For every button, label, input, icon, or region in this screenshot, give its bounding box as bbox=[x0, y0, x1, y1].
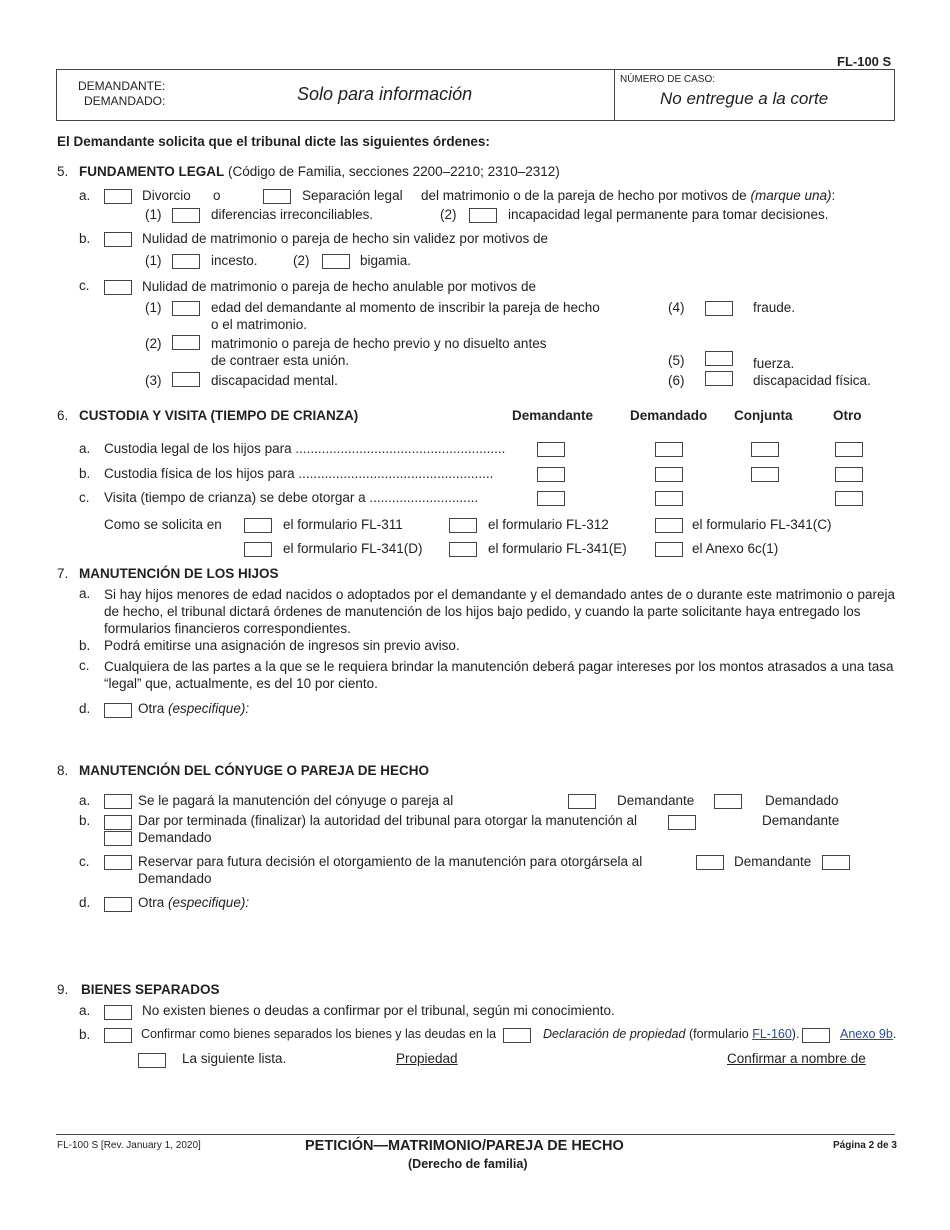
s9b-text: Confirmar como bienes separados los bienes y las deudas en la bbox=[141, 1027, 497, 1041]
s5c4-checkbox[interactable] bbox=[705, 301, 733, 316]
s9b-attachment-post: . bbox=[892, 1027, 897, 1041]
s8c-checkbox[interactable] bbox=[104, 855, 132, 870]
s5a-or: o bbox=[213, 188, 221, 203]
s7a-text: Si hay hijos menores de edad nacidos o adoptados por el demandante y el demandado antes de o durante este matrimonio o pareja de hecho, el tribunal dictará órdenes de manutención de los hijos bajo pedido, y cuando la parte solicitante haya entregado los formularios financieros correspondientes. bbox=[104, 587, 896, 636]
s5a-divorce-label: Divorcio bbox=[142, 188, 191, 203]
s6-col-respondent: Demandado bbox=[630, 408, 708, 423]
s9a-letter: a. bbox=[79, 1003, 91, 1018]
respondent-label: DEMANDADO: bbox=[84, 94, 166, 108]
s8c-petitioner-checkbox[interactable] bbox=[696, 855, 724, 870]
s5c1-label-line2: o el matrimonio. bbox=[211, 317, 308, 332]
s9b-declaration-title: Declaración de propiedad bbox=[543, 1027, 686, 1041]
do-not-file-notice: No entregue a la corte bbox=[660, 89, 829, 108]
footer-rule bbox=[56, 1134, 895, 1135]
s8b-respondent-checkbox[interactable] bbox=[104, 831, 132, 846]
s5a2-label: incapacidad legal permanente para tomar decisiones. bbox=[508, 207, 829, 222]
s7b-text: Podrá emitirse una asignación de ingresos sin previo aviso. bbox=[104, 638, 460, 653]
page-number: Página 2 de 3 bbox=[833, 1140, 897, 1151]
s9b-fl160-link[interactable]: FL-160 bbox=[752, 1027, 792, 1041]
s9-confirm-column: Confirmar a nombre de bbox=[727, 1051, 866, 1066]
s6-col-other: Otro bbox=[833, 408, 862, 423]
s8a-respondent-checkbox[interactable] bbox=[714, 794, 742, 809]
intro-text: El Demandante solicita que el tribunal dicte las siguientes órdenes: bbox=[57, 134, 490, 149]
s6-fl341d-label: el formulario FL-341(D) bbox=[283, 541, 423, 556]
s6b-other-checkbox[interactable] bbox=[835, 467, 863, 482]
s8b-letter: b. bbox=[79, 813, 91, 828]
s8-number: 8. bbox=[57, 763, 69, 778]
s5b1-checkbox[interactable] bbox=[172, 254, 200, 269]
s9b-declaration-checkbox[interactable] bbox=[503, 1028, 531, 1043]
s6b-joint-checkbox[interactable] bbox=[751, 467, 779, 482]
s5-title: FUNDAMENTO LEGAL bbox=[79, 164, 225, 179]
s6b-label: Custodia física de los hijos para .................................................... bbox=[104, 466, 494, 481]
info-only-heading: Solo para información bbox=[297, 84, 473, 104]
s9-number: 9. bbox=[57, 982, 69, 997]
s7c-letter: c. bbox=[79, 658, 90, 673]
s5a-colon: : bbox=[831, 188, 836, 203]
s9-title: BIENES SEPARADOS bbox=[81, 982, 220, 997]
s5c2-label-line1: matrimonio o pareja de hecho previo y no disuelto antes bbox=[211, 336, 547, 351]
s5c-letter: c. bbox=[79, 278, 90, 293]
s5a-separation-checkbox[interactable] bbox=[263, 189, 291, 204]
s5c6-checkbox[interactable] bbox=[705, 371, 733, 386]
s6-number: 6. bbox=[57, 408, 69, 423]
s5c3-label: discapacidad mental. bbox=[211, 373, 338, 388]
s6a-label: Custodia legal de los hijos para ........................................................ bbox=[104, 441, 506, 456]
s6-fl311-label: el formulario FL-311 bbox=[283, 517, 403, 532]
s6c-petitioner-checkbox[interactable] bbox=[537, 491, 565, 506]
s5a-text bbox=[421, 188, 835, 203]
s8d-other-checkbox[interactable] bbox=[104, 897, 132, 912]
s7-number: 7. bbox=[57, 566, 69, 581]
s7d-other-checkbox[interactable] bbox=[104, 703, 132, 718]
s6-fl311-checkbox[interactable] bbox=[244, 518, 272, 533]
s9b-form-pre: (formulario bbox=[688, 1027, 749, 1041]
footer-subtitle: (Derecho de familia) bbox=[408, 1157, 528, 1171]
s6-col-joint: Conjunta bbox=[734, 408, 793, 423]
s9b-form-post: ). bbox=[791, 1027, 800, 1041]
s6-fl312-checkbox[interactable] bbox=[449, 518, 477, 533]
s5-heading bbox=[79, 164, 560, 179]
s5b-num1: (1) bbox=[145, 253, 162, 268]
s5a-num1: (1) bbox=[145, 207, 162, 222]
s5c-checkbox[interactable] bbox=[104, 280, 132, 295]
s5b-text: Nulidad de matrimonio o pareja de hecho sin validez por motivos de bbox=[142, 231, 548, 246]
s9-list-checkbox[interactable] bbox=[138, 1053, 166, 1068]
s8b-text-line2: Demandado bbox=[138, 830, 212, 845]
s7d-specify: (especifique): bbox=[168, 701, 250, 716]
s6-fl312-label: el formulario FL-312 bbox=[488, 517, 609, 532]
s5c2-checkbox[interactable] bbox=[172, 335, 200, 350]
s5c1-checkbox[interactable] bbox=[172, 301, 200, 316]
s6-fl341c-label: el formulario FL-341(C) bbox=[692, 517, 832, 532]
s5c-num2: (2) bbox=[145, 336, 162, 351]
s6-title: CUSTODIA Y VISITA (TIEMPO DE CRIANZA) bbox=[79, 408, 359, 423]
s6-requested-in: Como se solicita en bbox=[104, 517, 222, 532]
s9b-checkbox[interactable] bbox=[104, 1028, 132, 1043]
s5c-text: Nulidad de matrimonio o pareja de hecho anulable por motivos de bbox=[142, 279, 536, 294]
s5c-num3: (3) bbox=[145, 373, 162, 388]
s5-subtitle: (Código de Familia, secciones 2200–2210; 2310–2312) bbox=[228, 164, 560, 179]
s8a-petitioner-checkbox[interactable] bbox=[568, 794, 596, 809]
s6a-respondent-checkbox[interactable] bbox=[655, 442, 683, 457]
s6c-letter: c. bbox=[79, 490, 90, 505]
s5c5-checkbox[interactable] bbox=[705, 351, 733, 366]
s9b-declaration-text bbox=[543, 1027, 799, 1041]
s7a-letter: a. bbox=[79, 586, 91, 601]
s5a-letter: a. bbox=[79, 188, 91, 203]
s8d-label bbox=[138, 895, 249, 910]
s6a-other-checkbox[interactable] bbox=[835, 442, 863, 457]
s8d-letter: d. bbox=[79, 895, 91, 910]
s5a-separation-label: Separación legal bbox=[302, 188, 403, 203]
s7d-other: Otra bbox=[138, 701, 165, 716]
case-number-label: NÚMERO DE CASO: bbox=[620, 74, 716, 85]
s8a-respondent-label: Demandado bbox=[765, 793, 839, 808]
s6a-joint-checkbox[interactable] bbox=[751, 442, 779, 457]
s6c-other-checkbox[interactable] bbox=[835, 491, 863, 506]
s6-fl341d-checkbox[interactable] bbox=[244, 542, 272, 557]
s9b-attachment-checkbox[interactable] bbox=[802, 1028, 830, 1043]
s7c-text: Cualquiera de las partes a la que se le requiera brindar la manutención deberá pagar intereses por los montos atrasados a una tasa “legal” que, actualmente, es del 10 por ciento. bbox=[104, 659, 894, 691]
s5c1-label-line1: edad del demandante al momento de inscribir la pareja de hecho bbox=[211, 300, 600, 315]
s8d-specify: (especifique): bbox=[168, 895, 250, 910]
s5a-divorce-checkbox[interactable] bbox=[104, 189, 132, 204]
s8-title: MANUTENCIÓN DEL CÓNYUGE O PAREJA DE HECHO bbox=[79, 763, 430, 778]
s9b-attachment-link[interactable]: Anexo 9b bbox=[840, 1027, 893, 1041]
s9-property-column: Propiedad bbox=[396, 1051, 458, 1066]
s6-fl341e-label: el formulario FL-341(E) bbox=[488, 541, 627, 556]
s6b-letter: b. bbox=[79, 466, 91, 481]
petitioner-label: DEMANDANTE: bbox=[78, 79, 166, 93]
s5a-check-one: (marque una) bbox=[750, 188, 832, 203]
s5c4-label: fraude. bbox=[753, 300, 796, 315]
s8a-letter: a. bbox=[79, 793, 91, 808]
s6-col-petitioner: Demandante bbox=[512, 408, 594, 423]
footer-revision: FL-100 S [Rev. January 1, 2020] bbox=[57, 1140, 201, 1151]
s8c-petitioner-label: Demandante bbox=[734, 854, 812, 869]
s6a-petitioner-checkbox[interactable] bbox=[537, 442, 565, 457]
s6c-respondent-checkbox[interactable] bbox=[655, 491, 683, 506]
s5a-num2: (2) bbox=[440, 207, 457, 222]
s8b-petitioner-checkbox[interactable] bbox=[668, 815, 696, 830]
s7-title: MANUTENCIÓN DE LOS HIJOS bbox=[79, 566, 279, 581]
s8d-other: Otra bbox=[138, 895, 165, 910]
s8a-petitioner-label: Demandante bbox=[617, 793, 695, 808]
s5a2-checkbox[interactable] bbox=[469, 208, 497, 223]
s9b-letter: b. bbox=[79, 1027, 91, 1042]
s7d-label bbox=[138, 701, 249, 716]
s8c-letter: c. bbox=[79, 854, 90, 869]
s8a-text: Se le pagará la manutención del cónyuge o pareja al bbox=[138, 793, 454, 808]
caption-divider bbox=[614, 69, 615, 121]
s5c-num6: (6) bbox=[668, 373, 685, 388]
s5b-letter: b. bbox=[79, 231, 91, 246]
s8c-text-line1: Reservar para futura decisión el otorgamiento de la manutención para otorgársela al bbox=[138, 854, 643, 869]
s6-attachment-6c1-checkbox[interactable] bbox=[655, 542, 683, 557]
s5b-checkbox[interactable] bbox=[104, 232, 132, 247]
s9-list-label: La siguiente lista. bbox=[182, 1051, 287, 1066]
s5c6-label: discapacidad física. bbox=[753, 373, 871, 388]
s7b-letter: b. bbox=[79, 638, 91, 653]
s8b-petitioner-label: Demandante bbox=[762, 813, 840, 828]
s6-fl341e-checkbox[interactable] bbox=[449, 542, 477, 557]
s6b-petitioner-checkbox[interactable] bbox=[537, 467, 565, 482]
s6-attachment-6c1-label: el Anexo 6c(1) bbox=[692, 541, 779, 556]
footer-title: PETICIÓN—MATRIMONIO/PAREJA DE HECHO bbox=[305, 1138, 624, 1154]
s5a1-label: diferencias irreconciliables. bbox=[211, 207, 374, 222]
s8c-respondent-checkbox[interactable] bbox=[822, 855, 850, 870]
s8c-text-line2: Demandado bbox=[138, 871, 212, 886]
s5b-num2: (2) bbox=[293, 253, 310, 268]
s8a-checkbox[interactable] bbox=[104, 794, 132, 809]
s5a-text-main: del matrimonio o de la pareja de hecho por motivos de bbox=[421, 188, 747, 203]
s8b-checkbox[interactable] bbox=[104, 815, 132, 830]
s6c-label: Visita (tiempo de crianza) se debe otorgar a ............................. bbox=[104, 490, 479, 505]
s5b2-checkbox[interactable] bbox=[322, 254, 350, 269]
form-id: FL-100 S bbox=[837, 54, 892, 69]
s5b2-label: bigamia. bbox=[360, 253, 412, 268]
s9a-text: No existen bienes o deudas a confirmar por el tribunal, según mi conocimiento. bbox=[142, 1003, 615, 1018]
s5c2-label-line2: de contraer esta unión. bbox=[211, 353, 350, 368]
s5c-num5: (5) bbox=[668, 353, 685, 368]
s9b-attachment-label bbox=[840, 1027, 896, 1041]
s6a-letter: a. bbox=[79, 441, 91, 456]
s5c3-checkbox[interactable] bbox=[172, 372, 200, 387]
s5c-num1: (1) bbox=[145, 300, 162, 315]
s6b-respondent-checkbox[interactable] bbox=[655, 467, 683, 482]
s7d-letter: d. bbox=[79, 701, 91, 716]
s9a-checkbox[interactable] bbox=[104, 1005, 132, 1020]
s6-fl341c-checkbox[interactable] bbox=[655, 518, 683, 533]
s5c-num4: (4) bbox=[668, 300, 685, 315]
s8b-text-line1: Dar por terminada (finalizar) la autoridad del tribunal para otorgar la manutención al bbox=[138, 813, 638, 828]
s5b1-label: incesto. bbox=[211, 253, 258, 268]
s5-number: 5. bbox=[57, 164, 69, 179]
s5a1-checkbox[interactable] bbox=[172, 208, 200, 223]
s5c5-label: fuerza. bbox=[753, 356, 795, 371]
